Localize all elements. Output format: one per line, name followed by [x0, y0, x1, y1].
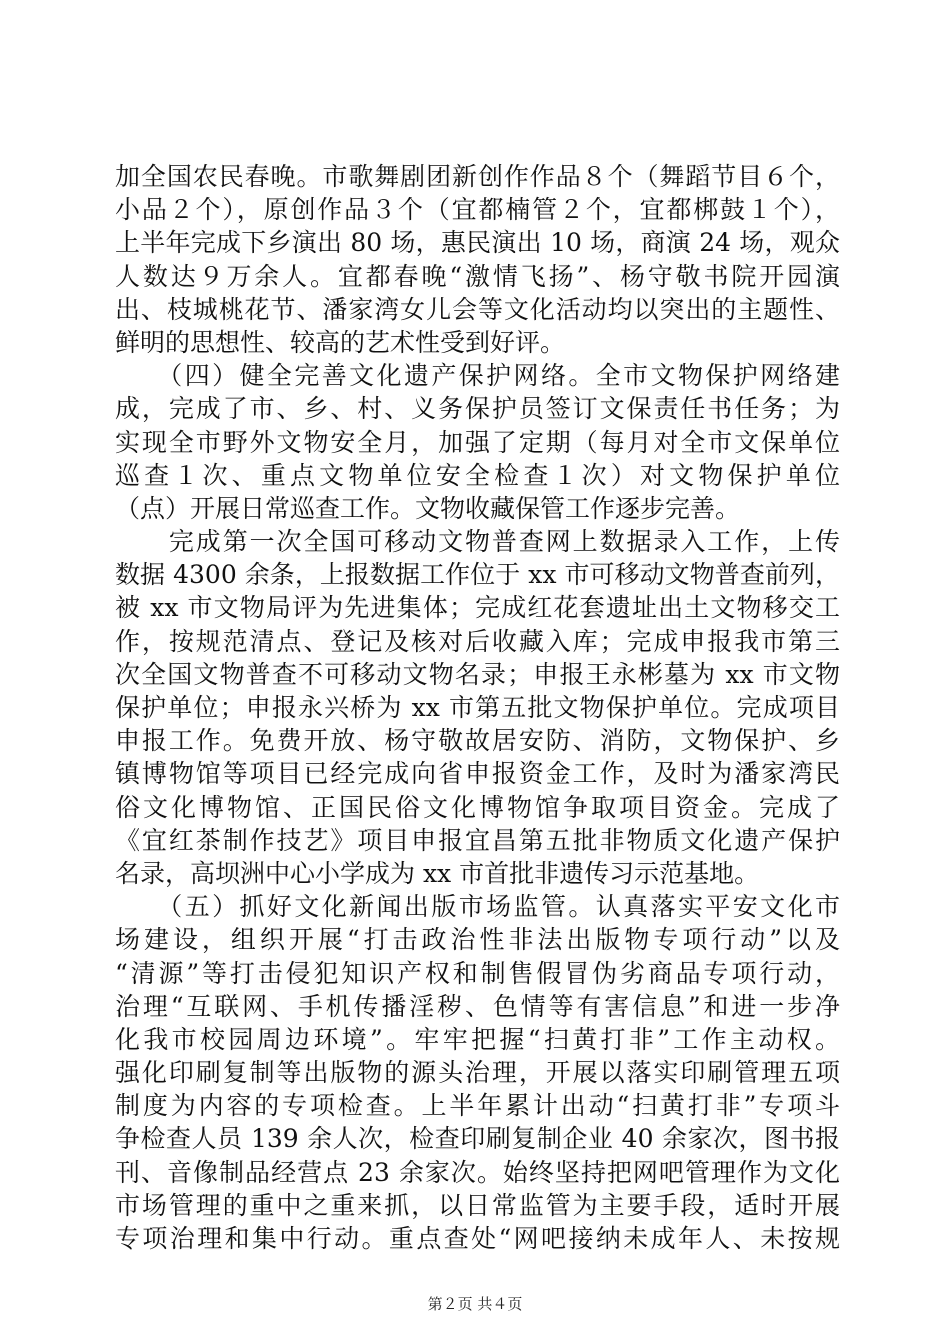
text-line: （四）健全完善文化遗产保护网络。全市文物保护网络建 — [115, 361, 840, 391]
text-line: 数据 4300 余条，上报数据工作位于 xx 市可移动文物普查前列， — [115, 560, 840, 590]
text-line: （五）抓好文化新闻出版市场监管。认真落实平安文化市 — [115, 892, 840, 922]
text-line: 人数达９万余人。宜都春晚“激情飞扬”、杨守敬书院开园演 — [115, 261, 840, 291]
text-line: 名录，高坝洲中心小学成为 xx 市首批非遗传习示范基地。 — [115, 858, 760, 888]
text-line: 鲜明的思想性、较高的艺术性受到好评。 — [115, 327, 566, 357]
text-line: 完成第一次全国可移动文物普查网上数据录入工作，上传 — [115, 527, 840, 557]
text-line: 《宜红茶制作技艺》项目申报宜昌第五批非物质文化遗产保护 — [115, 825, 840, 855]
page-footer: 第２页 共４页 — [427, 1295, 523, 1313]
text-line: 市场管理的重中之重来抓，以日常监管为主要手段，适时开展 — [115, 1190, 840, 1220]
text-line: 出、枝城桃花节、潘家湾女儿会等文化活动均以突出的主题性、 — [115, 294, 840, 324]
text-line: 保护单位；申报永兴桥为 xx 市第五批文物保护单位。完成项目 — [115, 693, 840, 722]
text-line: 治理“互联网、手机传播淫秽、色情等有害信息”和进一步净 — [115, 991, 840, 1021]
text-line: 俗文化博物馆、正国民俗文化博物馆争取项目资金。完成了 — [115, 792, 840, 822]
text-line: 加全国农民春晚。市歌舞剧团新创作作品８个（舞蹈节目６个， — [115, 162, 840, 191]
text-line: 专项治理和集中行动。重点查处“网吧接纳未成年人、未按规 — [115, 1224, 840, 1253]
text-line: 次全国文物普查不可移动文物名录；申报王永彬墓为 xx 市文物 — [115, 659, 840, 689]
text-line: 镇博物馆等项目已经完成向省申报资金工作，及时为潘家湾民 — [115, 759, 840, 789]
text-line: 作，按规范清点、登记及核对后收藏入库；完成申报我市第三 — [115, 626, 840, 656]
text-line: 争检查人员 139 余人次，检查印刷复制企业 40 余家次，图书报 — [115, 1124, 840, 1154]
text-line: 制度为内容的专项检查。上半年累计出动“扫黄打非”专项斗 — [115, 1091, 840, 1121]
text-line: 被 xx 市文物局评为先进集体；完成红花套遗址出土文物移交工 — [115, 593, 840, 623]
text-line: 小品２个），原创作品３个（宜都楠管２个，宜都梆鼓１个）， — [115, 195, 840, 225]
text-line: 强化印刷复制等出版物的源头治理，开展以落实印刷管理五项 — [115, 1058, 840, 1088]
text-line: 实现全市野外文物安全月，加强了定期（每月对全市文保单位 — [115, 427, 840, 457]
text-line: 申报工作。免费开放、杨守敬故居安防、消防，文物保护、乡 — [115, 726, 840, 756]
text-line: 上半年完成下乡演出 80 场，惠民演出 10 场，商演 24 场，观众 — [115, 228, 840, 258]
text-line: 化我市校园周边环境”。牢牢把握“扫黄打非”工作主动权。 — [115, 1024, 840, 1054]
text-line: 成，完成了市、乡、村、义务保护员签订文保责任书任务；为 — [115, 394, 840, 424]
text-line: 场建设，组织开展“打击政治性非法出版物专项行动”以及 — [115, 925, 840, 955]
document-body — [115, 160, 840, 1255]
text-line: （点）开展日常巡查工作。文物收藏保管工作逐步完善。 — [115, 493, 741, 523]
text-line: 巡查１次、重点文物单位安全检查１次）对文物保护单位 — [115, 460, 840, 490]
text-line: 刊、音像制品经营点 23 余家次。始终坚持把网吧管理作为文化 — [115, 1157, 840, 1187]
text-line: “清源”等打击侵犯知识产权和制售假冒伪劣商品专项行动， — [115, 958, 840, 988]
